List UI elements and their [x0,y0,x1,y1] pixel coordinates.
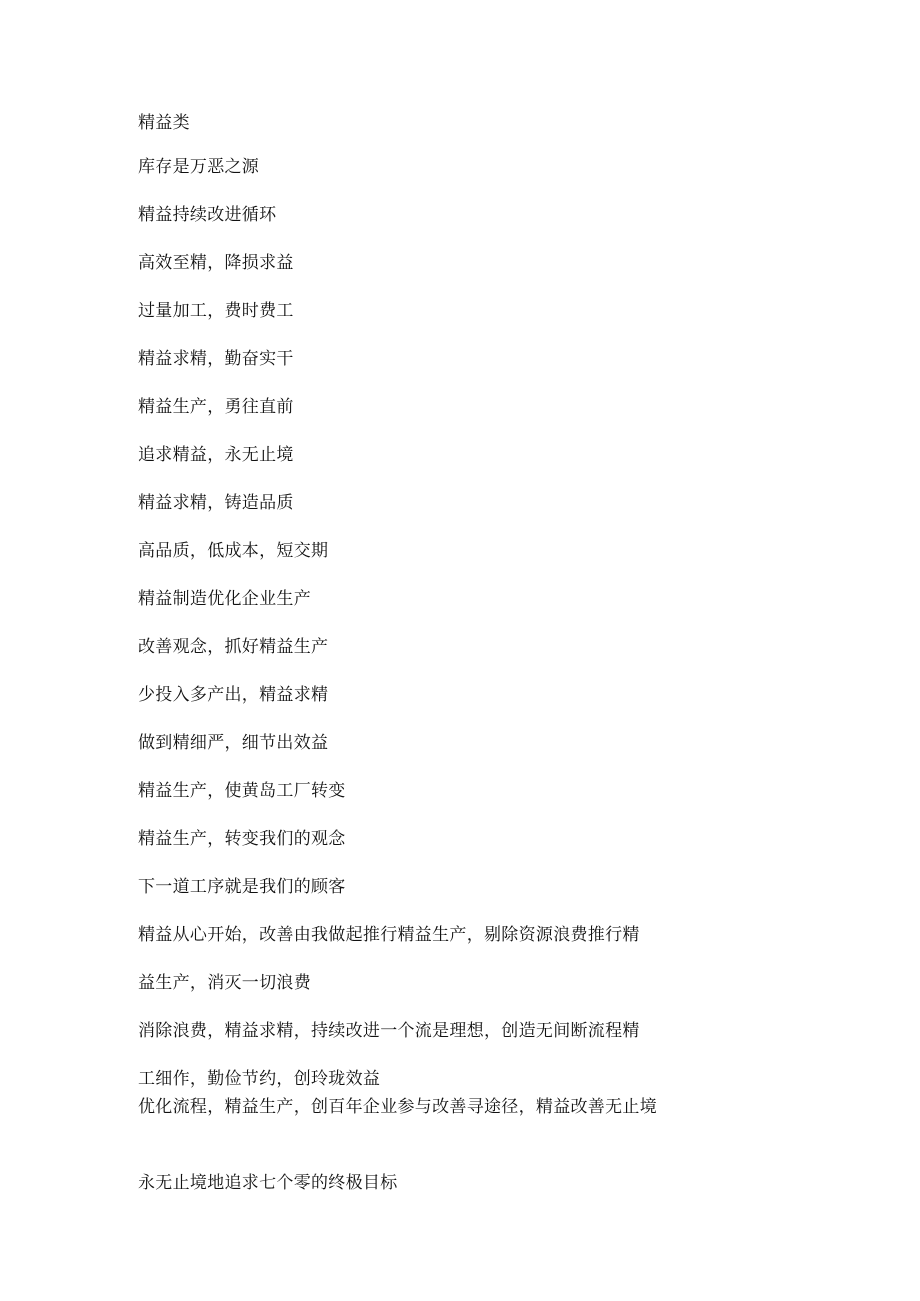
text-line: 做到精细严，细节出效益 [138,733,329,753]
text-line: 优化流程，精益生产，创百年企业参与改善寻途径，精益改善无止境 [138,1097,657,1117]
text-line: 高品质，低成本，短交期 [138,541,329,561]
text-line: 下一道工序就是我们的顾客 [138,877,346,897]
text-line: 高效至精，降损求益 [138,253,294,273]
text-line: 精益持续改进循环 [138,205,277,225]
text-line: 追求精益，永无止境 [138,445,294,465]
text-line: 库存是万恶之源 [138,157,260,177]
text-line: 过量加工，费时费工 [138,301,294,321]
text-line: 工细作，勤俭节约，创玲珑效益 [138,1069,381,1089]
text-line: 消除浪费，精益求精，持续改进一个流是理想，创造无间断流程精 [138,1021,640,1041]
text-line: 精益生产，勇往直前 [138,397,294,417]
text-line: 精益求精，铸造品质 [138,493,294,513]
text-line: 精益生产，转变我们的观念 [138,829,346,849]
text-line: 永无止境地追求七个零的终极目标 [138,1173,398,1193]
text-line: 少投入多产出，精益求精 [138,685,329,705]
text-line: 精益求精，勤奋实干 [138,349,294,369]
text-line: 精益从心开始，改善由我做起推行精益生产，剔除资源浪费推行精 [138,925,640,945]
text-line: 精益生产，使黄岛工厂转变 [138,781,346,801]
document-heading: 精益类 [138,113,190,133]
text-line: 益生产，消灭一切浪费 [138,973,311,993]
text-line: 精益制造优化企业生产 [138,589,311,609]
text-line: 改善观念，抓好精益生产 [138,637,329,657]
